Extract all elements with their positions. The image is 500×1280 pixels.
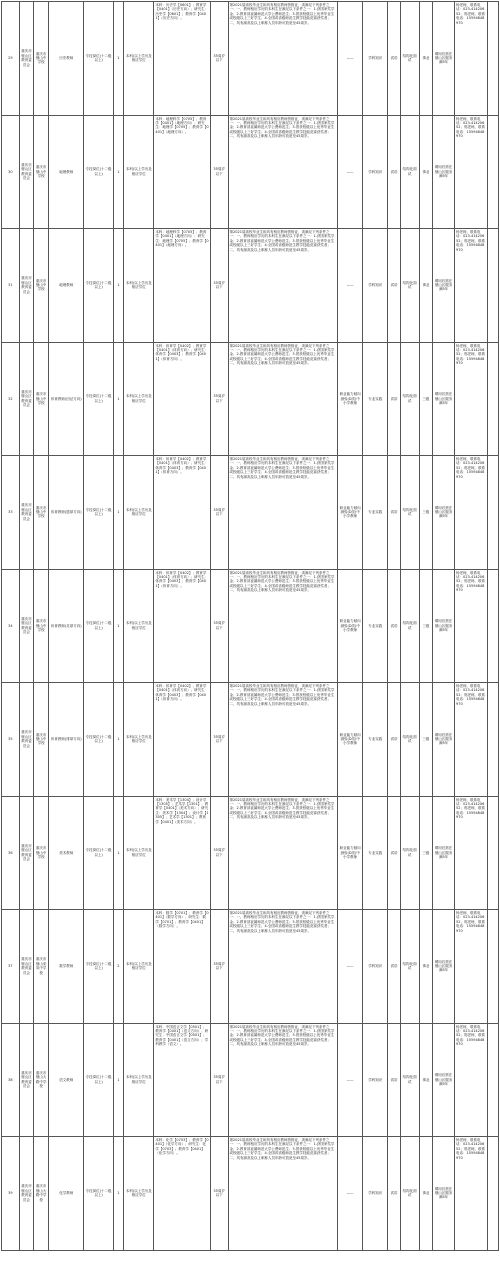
contact-cell: 杨老师，联系电话：023-41420652；郭老师，联系电话：15594848970 xyxy=(455,115,488,229)
contact-cell: 杨老师，联系电话：023-41420652；郭老师，联系电话：15594848970 xyxy=(455,456,488,570)
contact-cell: 杨老师，联系电话：023-41420652；郭老师，联系电话：15594848970 xyxy=(455,1023,488,1137)
unit-cell: 重庆市璧山区教育委员会 xyxy=(19,342,34,456)
service-period-cell: 聘用后需在璧山区服务满5年 xyxy=(433,229,455,343)
count-cell: 1 xyxy=(113,683,123,797)
table-row xyxy=(2,796,499,910)
interview-type-cell: 结构化面试 xyxy=(400,229,419,343)
unit-cell: 重庆市璧山区教育委员会 xyxy=(19,910,34,1024)
interview-mode-cell: 试讲 xyxy=(388,456,401,570)
major-cell: 本科：地理科学【0705】；教育学【0401】（地理方向）；研究生：地理学【0705】；教育学【0401】（地理方向）。 xyxy=(154,229,210,343)
major-cell: 本科：体育学【0402】；教育学【0401】（体育方向）；研究生：体育学【0403】；教育学【0401】（体育方向）。 xyxy=(154,569,210,683)
seq-cell: 31 xyxy=(2,229,20,343)
post-cell: 体育教师(篮球方向) xyxy=(48,456,84,570)
interview-mode-cell: 试讲 xyxy=(388,796,401,910)
interview-mode-cell: 试讲 xyxy=(388,683,401,797)
seq-cell: 30 xyxy=(2,115,20,229)
note-cell xyxy=(488,1023,499,1137)
contact-cell: 杨老师，联系电话：023-41420652；郭老师，联系电话：15594848970 xyxy=(455,342,488,456)
education-cell: 本科(以上学历及相应学位 xyxy=(124,910,154,1024)
seq-cell: 37 xyxy=(2,910,20,1024)
exam-subject-cell: —— xyxy=(338,1137,363,1251)
interview-type-cell: 结构化面试 xyxy=(400,1023,419,1137)
recruitment-table xyxy=(1,1,499,1251)
post-cell: 化学教师 xyxy=(48,1137,84,1251)
major-cell: 本科：体育学【0402】；教育学【0401】（体育方向）；研究生：体育学【0403】；教育学【0401】（体育方向）。 xyxy=(154,456,210,570)
major-cell: 本科：历史学【0601】；教育学【0401】（历史方向）；研究生：历史学【0601】；教育学【0401】（历史方向）。 xyxy=(154,2,210,116)
major-cell: 本科：体育学【0402】；教育学【0401】（体育方向）；研究生：体育学【0403】；教育学【0401】（体育方向）。 xyxy=(154,683,210,797)
exam-subject-cell: —— xyxy=(338,910,363,1024)
age-cell: 35周岁以下 xyxy=(210,1137,228,1251)
post-cell: 语文教师 xyxy=(48,1023,84,1137)
unit-cell: 重庆市璧山区教育委员会 xyxy=(19,1137,34,1251)
type-cell: 专技岗位(十二级以上) xyxy=(84,1023,113,1137)
note-cell xyxy=(488,683,499,797)
school-cell: 重庆市璧山中学校 xyxy=(34,569,49,683)
grade-cell: 三级 xyxy=(419,569,433,683)
service-period-cell: 聘用后需在璧山区服务满5年 xyxy=(433,2,455,116)
type-cell: 专技岗位(十二级以上) xyxy=(84,115,113,229)
grade-cell: 事业 xyxy=(419,2,433,116)
requirements-cell: 第2021届高校毕业生和具有相应教师资格证，须满足下列条件之一：一、教师相应学历的本科生在满足以下条件之一：1.获国家奖学金；2.教育部直属师范大学公费师范生；3.曾获校级以上优秀毕业生或校级以上三好学生；4.全国或省级师范生教学技能竞赛获奖者；二、具有副高及以上职称人员年龄可放宽至45周岁。 xyxy=(228,569,338,683)
post-cell: 体育教师(田径方向) xyxy=(48,342,84,456)
major-cell: 本科：中国语言文学【0501】；教育学【0401】（语文方向）；研究生：中国语言文学【0501】；教育学【0401】（语文方向）；学科教学（语文）。 xyxy=(154,1023,210,1137)
exam-subject-cell: 职业能力倾向测验(D类)中小学教师 xyxy=(338,796,363,910)
interview-type-cell: 结构化面试 xyxy=(400,569,419,683)
table-row xyxy=(2,229,499,343)
count-cell: 1 xyxy=(113,1137,123,1251)
service-period-cell: 聘用后需在璧山区服务满5年 xyxy=(433,115,455,229)
education-cell: 本科(以上学历及相应学位 xyxy=(124,229,154,343)
exam-subject-cell: 职业能力倾向测验(D类)中小学教师 xyxy=(338,342,363,456)
age-cell: 35周岁以下 xyxy=(210,342,228,456)
type-cell: 专技岗位(十二级以上) xyxy=(84,2,113,116)
seq-cell: 38 xyxy=(2,1023,20,1137)
unit-cell: 重庆市璧山区教育委员会 xyxy=(19,569,34,683)
service-period-cell: 聘用后需在璧山区服务满5年 xyxy=(433,569,455,683)
exam-subject-cell: —— xyxy=(338,2,363,116)
school-cell: 重庆市璧山中学校 xyxy=(34,2,49,116)
grade-cell: 三级 xyxy=(419,342,433,456)
table-row xyxy=(2,342,499,456)
grade-cell: 三级 xyxy=(419,683,433,797)
count-cell: 1 xyxy=(113,342,123,456)
service-period-cell: 聘用后需在璧山区服务满5年 xyxy=(433,796,455,910)
interview-type-cell: 结构化面试 xyxy=(400,910,419,1024)
count-cell: 1 xyxy=(113,569,123,683)
grade-cell: 事业 xyxy=(419,229,433,343)
grade-cell: 三级 xyxy=(419,456,433,570)
post-cell: 数学教师 xyxy=(48,910,84,1024)
age-cell: 35周岁以下 xyxy=(210,456,228,570)
interview-mode-cell: 试讲 xyxy=(388,115,401,229)
table-row xyxy=(2,115,499,229)
exam-content-cell: 学科知识 xyxy=(363,1023,388,1137)
major-cell: 本科：美术学【1304】；设计学【1305】；艺术学【1301】；教育学【0401】（美术方向）；研究生：美术学【1304】；设计学【1305】；艺术学【1301】；教育学【0401】（美术方向）。 xyxy=(154,796,210,910)
grade-cell: 事业 xyxy=(419,910,433,1024)
unit-cell: 重庆市璧山区教育委员会 xyxy=(19,229,34,343)
contact-cell: 杨老师，联系电话：023-41420652；郭老师，联系电话：15594848970 xyxy=(455,796,488,910)
type-cell: 专技岗位(十二级以上) xyxy=(84,456,113,570)
school-cell: 重庆市璧山中学校 xyxy=(34,115,49,229)
count-cell: 1 xyxy=(113,115,123,229)
school-cell: 重庆市璧山来凤中学校 xyxy=(34,910,49,1024)
seq-cell: 29 xyxy=(2,2,20,116)
service-period-cell: 聘用后需在璧山区服务满5年 xyxy=(433,910,455,1024)
contact-cell: 杨老师，联系电话：023-41420652；郭老师，联系电话：15594848970 xyxy=(455,569,488,683)
note-cell xyxy=(488,1137,499,1251)
interview-type-cell: 结构化面试 xyxy=(400,2,419,116)
service-period-cell: 聘用后需在璧山区服务满5年 xyxy=(433,1023,455,1137)
education-cell: 本科(以上学历及相应学位 xyxy=(124,456,154,570)
contact-cell: 杨老师，联系电话：023-41420652；郭老师，联系电话：15594848970 xyxy=(455,683,488,797)
type-cell: 专技岗位(十二级以上) xyxy=(84,342,113,456)
unit-cell: 重庆市璧山区教育委员会 xyxy=(19,1023,34,1137)
requirements-cell: 第2021届高校毕业生和具有相应教师资格证，须满足下列条件之一：一、教师相应学历的本科生在满足以下条件之一：1.获国家奖学金；2.教育部直属师范大学公费师范生；3.曾获校级以上优秀毕业生或校级以上三好学生；4.全国或省级师范生教学技能竞赛获奖者；二、具有副高及以上职称人员年龄可放宽至45周岁。 xyxy=(228,910,338,1024)
school-cell: 重庆市璧山大路中学校 xyxy=(34,1137,49,1251)
exam-content-cell: 学科知识 xyxy=(363,910,388,1024)
post-cell: 历史教师 xyxy=(48,2,84,116)
requirements-cell: 第2021届高校毕业生和具有相应教师资格证，须满足下列条件之一：一、教师相应学历的本科生在满足以下条件之一：1.获国家奖学金；2.教育部直属师范大学公费师范生；3.曾获校级以上优秀毕业生或校级以上三好学生；4.全国或省级师范生教学技能竞赛获奖者；二、具有副高及以上职称人员年龄可放宽至45周岁。 xyxy=(228,1023,338,1137)
unit-cell: 重庆市璧山区教育委员会 xyxy=(19,2,34,116)
school-cell: 重庆市璧山中学校 xyxy=(34,683,49,797)
requirements-cell: 第2021届高校毕业生和具有相应教师资格证，须满足下列条件之一：一、教师相应学历的本科生在满足以下条件之一：1.获国家奖学金；2.教育部直属师范大学公费师范生；3.曾获校级以上优秀毕业生或校级以上三好学生；4.全国或省级师范生教学技能竞赛获奖者；二、具有副高及以上职称人员年龄可放宽至45周岁。 xyxy=(228,456,338,570)
education-cell: 本科(以上学历及相应学位 xyxy=(124,1137,154,1251)
service-period-cell: 聘用后需在璧山区服务满5年 xyxy=(433,1137,455,1251)
type-cell: 专技岗位(十二级以上) xyxy=(84,569,113,683)
seq-cell: 39 xyxy=(2,1137,20,1251)
exam-content-cell: 专业实践 xyxy=(363,456,388,570)
unit-cell: 重庆市璧山区教育委员会 xyxy=(19,683,34,797)
table-row xyxy=(2,1023,499,1137)
requirements-cell: 第2021届高校毕业生和具有相应教师资格证，须满足下列条件之一：一、教师相应学历的本科生在满足以下条件之一：1.获国家奖学金；2.教育部直属师范大学公费师范生；3.曾获校级以上优秀毕业生或校级以上三好学生；4.全国或省级师范生教学技能竞赛获奖者；二、具有副高及以上职称人员年龄可放宽至45周岁。 xyxy=(228,229,338,343)
table-row xyxy=(2,569,499,683)
interview-type-cell: 结构化面试 xyxy=(400,683,419,797)
table-row xyxy=(2,1137,499,1251)
requirements-cell: 第2021届高校毕业生和具有相应教师资格证，须满足下列条件之一：一、教师相应学历的本科生在满足以下条件之一：1.获国家奖学金；2.教育部直属师范大学公费师范生；3.曾获校级以上优秀毕业生或校级以上三好学生；4.全国或省级师范生教学技能竞赛获奖者；二、具有副高及以上职称人员年龄可放宽至45周岁。 xyxy=(228,342,338,456)
post-cell: 体育教师(足球方向) xyxy=(48,569,84,683)
education-cell: 本科(以上学历及相应学位 xyxy=(124,342,154,456)
grade-cell: 事业 xyxy=(419,1137,433,1251)
grade-cell: 事业 xyxy=(419,1023,433,1137)
unit-cell: 重庆市璧山区教育委员会 xyxy=(19,796,34,910)
table-row xyxy=(2,2,499,116)
note-cell xyxy=(488,796,499,910)
note-cell xyxy=(488,569,499,683)
table-body xyxy=(2,2,499,1251)
major-cell: 本科：数学【0701】；教育学【0401】（数学方向）；研究生：数学【0701】；教育学【0401】（数学方向）。 xyxy=(154,910,210,1024)
contact-cell: 杨老师，联系电话：023-41420652；郭老师，联系电话：15594848970 xyxy=(455,1137,488,1251)
education-cell: 本科(以上学历及相应学位 xyxy=(124,115,154,229)
exam-subject-cell: 职业能力倾向测验(D类)中小学教师 xyxy=(338,569,363,683)
table-row xyxy=(2,456,499,570)
type-cell: 专技岗位(十二级以上) xyxy=(84,796,113,910)
age-cell: 35周岁以下 xyxy=(210,1023,228,1137)
post-cell: 体育教师(排球方向) xyxy=(48,683,84,797)
education-cell: 本科(以上学历及相应学位 xyxy=(124,796,154,910)
age-cell: 35周岁以下 xyxy=(210,910,228,1024)
count-cell: 1 xyxy=(113,456,123,570)
age-cell: 35周岁以下 xyxy=(210,229,228,343)
interview-mode-cell: 试讲 xyxy=(388,342,401,456)
exam-content-cell: 学科知识 xyxy=(363,229,388,343)
interview-type-cell: 结构化面试 xyxy=(400,456,419,570)
interview-mode-cell: 试讲 xyxy=(388,910,401,1024)
note-cell xyxy=(488,456,499,570)
unit-cell: 重庆市璧山区教育委员会 xyxy=(19,456,34,570)
note-cell xyxy=(488,229,499,343)
service-period-cell: 聘用后需在璧山区服务满5年 xyxy=(433,456,455,570)
exam-content-cell: 专业实践 xyxy=(363,569,388,683)
note-cell xyxy=(488,910,499,1024)
exam-content-cell: 学科知识 xyxy=(363,115,388,229)
service-period-cell: 聘用后需在璧山区服务满5年 xyxy=(433,683,455,797)
exam-subject-cell: —— xyxy=(338,229,363,343)
seq-cell: 33 xyxy=(2,456,20,570)
exam-content-cell: 学科知识 xyxy=(363,2,388,116)
education-cell: 本科(以上学历及相应学位 xyxy=(124,683,154,797)
count-cell: 1 xyxy=(113,2,123,116)
service-period-cell: 聘用后需在璧山区服务满5年 xyxy=(433,342,455,456)
exam-content-cell: 专业实践 xyxy=(363,342,388,456)
note-cell xyxy=(488,342,499,456)
age-cell: 35周岁以下 xyxy=(210,2,228,116)
contact-cell: 杨老师，联系电话：023-41420652；郭老师，联系电话：15594848970 xyxy=(455,2,488,116)
requirements-cell: 第2021届高校毕业生和具有相应教师资格证，须满足下列条件之一：一、教师相应学历的本科生在满足以下条件之一：1.获国家奖学金；2.教育部直属师范大学公费师范生；3.曾获校级以上优秀毕业生或校级以上三好学生；4.全国或省级师范生教学技能竞赛获奖者；二、具有副高及以上职称人员年龄可放宽至45周岁。 xyxy=(228,115,338,229)
type-cell: 专技岗位(十二级以上) xyxy=(84,910,113,1024)
exam-subject-cell: 职业能力倾向测验(D类)中小学教师 xyxy=(338,456,363,570)
note-cell xyxy=(488,2,499,116)
contact-cell: 杨老师，联系电话：023-41420652；郭老师，联系电话：15594848970 xyxy=(455,910,488,1024)
school-cell: 重庆市璧山中学校 xyxy=(34,229,49,343)
post-cell: 地理教师 xyxy=(48,229,84,343)
type-cell: 专技岗位(十二级以上) xyxy=(84,1137,113,1251)
note-cell xyxy=(488,115,499,229)
major-cell: 本科：体育学【0402】；教育学【0401】（体育方向）；研究生：体育学【0403】；教育学【0401】（体育方向）。 xyxy=(154,342,210,456)
count-cell: 2 xyxy=(113,910,123,1024)
age-cell: 35周岁以下 xyxy=(210,683,228,797)
interview-mode-cell: 试讲 xyxy=(388,569,401,683)
seq-cell: 34 xyxy=(2,569,20,683)
type-cell: 专技岗位(十二级以上) xyxy=(84,683,113,797)
exam-subject-cell: —— xyxy=(338,115,363,229)
interview-type-cell: 结构化面试 xyxy=(400,1137,419,1251)
requirements-cell: 第2021届高校毕业生和具有相应教师资格证，须满足下列条件之一：一、教师相应学历的本科生在满足以下条件之一：1.获国家奖学金；2.教育部直属师范大学公费师范生；3.曾获校级以上优秀毕业生或校级以上三好学生；4.全国或省级师范生教学技能竞赛获奖者；二、具有副高及以上职称人员年龄可放宽至45周岁。 xyxy=(228,2,338,116)
age-cell: 35周岁以下 xyxy=(210,115,228,229)
seq-cell: 36 xyxy=(2,796,20,910)
school-cell: 重庆市璧山中学校 xyxy=(34,456,49,570)
unit-cell: 重庆市璧山区教育委员会 xyxy=(19,115,34,229)
exam-content-cell: 学科知识 xyxy=(363,1137,388,1251)
table-row xyxy=(2,683,499,797)
count-cell: 1 xyxy=(113,1023,123,1137)
interview-mode-cell: 试讲 xyxy=(388,2,401,116)
seq-cell: 32 xyxy=(2,342,20,456)
contact-cell: 杨老师，联系电话：023-41420652；郭老师，联系电话：15594848970 xyxy=(455,229,488,343)
interview-mode-cell: 试讲 xyxy=(388,1023,401,1137)
exam-content-cell: 专业实践 xyxy=(363,796,388,910)
interview-type-cell: 结构化面试 xyxy=(400,342,419,456)
interview-mode-cell: 试讲 xyxy=(388,1137,401,1251)
interview-type-cell: 结构化面试 xyxy=(400,115,419,229)
requirements-cell: 第2021届高校毕业生和具有相应教师资格证，须满足下列条件之一：一、教师相应学历的本科生在满足以下条件之一：1.获国家奖学金；2.教育部直属师范大学公费师范生；3.曾获校级以上优秀毕业生或校级以上三好学生；4.全国或省级师范生教学技能竞赛获奖者；二、具有副高及以上职称人员年龄可放宽至45周岁。 xyxy=(228,796,338,910)
grade-cell: 三级 xyxy=(419,796,433,910)
school-cell: 重庆市璧山中学校 xyxy=(34,342,49,456)
major-cell: 本科：化学【0703】；教育学【0401】（化学方向）；研究生：化学【0703】；教育学【0401】（化学方向）。 xyxy=(154,1137,210,1251)
requirements-cell: 第2021届高校毕业生和具有相应教师资格证，须满足下列条件之一：一、教师相应学历的本科生在满足以下条件之一：1.获国家奖学金；2.教育部直属师范大学公费师范生；3.曾获校级以上优秀毕业生或校级以上三好学生；4.全国或省级师范生教学技能竞赛获奖者；二、具有副高及以上职称人员年龄可放宽至45周岁。 xyxy=(228,683,338,797)
count-cell: 1 xyxy=(113,796,123,910)
education-cell: 本科(以上学历及相应学位 xyxy=(124,1023,154,1137)
education-cell: 本科(以上学历及相应学位 xyxy=(124,569,154,683)
exam-subject-cell: 职业能力倾向测验(D类)中小学教师 xyxy=(338,683,363,797)
post-cell: 美术教师 xyxy=(48,796,84,910)
interview-type-cell: 结构化面试 xyxy=(400,796,419,910)
grade-cell: 事业 xyxy=(419,115,433,229)
major-cell: 本科：地理科学【0705】；教育学【0401】（地理方向）；研究生：地理学【0705】；教育学【0401】（地理方向）。 xyxy=(154,115,210,229)
age-cell: 35周岁以下 xyxy=(210,796,228,910)
count-cell: 1 xyxy=(113,229,123,343)
seq-cell: 35 xyxy=(2,683,20,797)
requirements-cell: 第2021届高校毕业生和具有相应教师资格证，须满足下列条件之一：一、教师相应学历的本科生在满足以下条件之一：1.获国家奖学金；2.教育部直属师范大学公费师范生；3.曾获校级以上优秀毕业生或校级以上三好学生；4.全国或省级师范生教学技能竞赛获奖者；二、具有副高及以上职称人员年龄可放宽至45周岁。 xyxy=(228,1137,338,1251)
school-cell: 重庆市璧山中学校 xyxy=(34,796,49,910)
interview-mode-cell: 试讲 xyxy=(388,229,401,343)
exam-subject-cell: —— xyxy=(338,1023,363,1137)
table-row xyxy=(2,910,499,1024)
school-cell: 重庆市璧山大路中学校 xyxy=(34,1023,49,1137)
age-cell: 35周岁以下 xyxy=(210,569,228,683)
exam-content-cell: 专业实践 xyxy=(363,683,388,797)
type-cell: 专技岗位(十二级以上) xyxy=(84,229,113,343)
post-cell: 地理教师 xyxy=(48,115,84,229)
education-cell: 本科(以上学历及相应学位 xyxy=(124,2,154,116)
